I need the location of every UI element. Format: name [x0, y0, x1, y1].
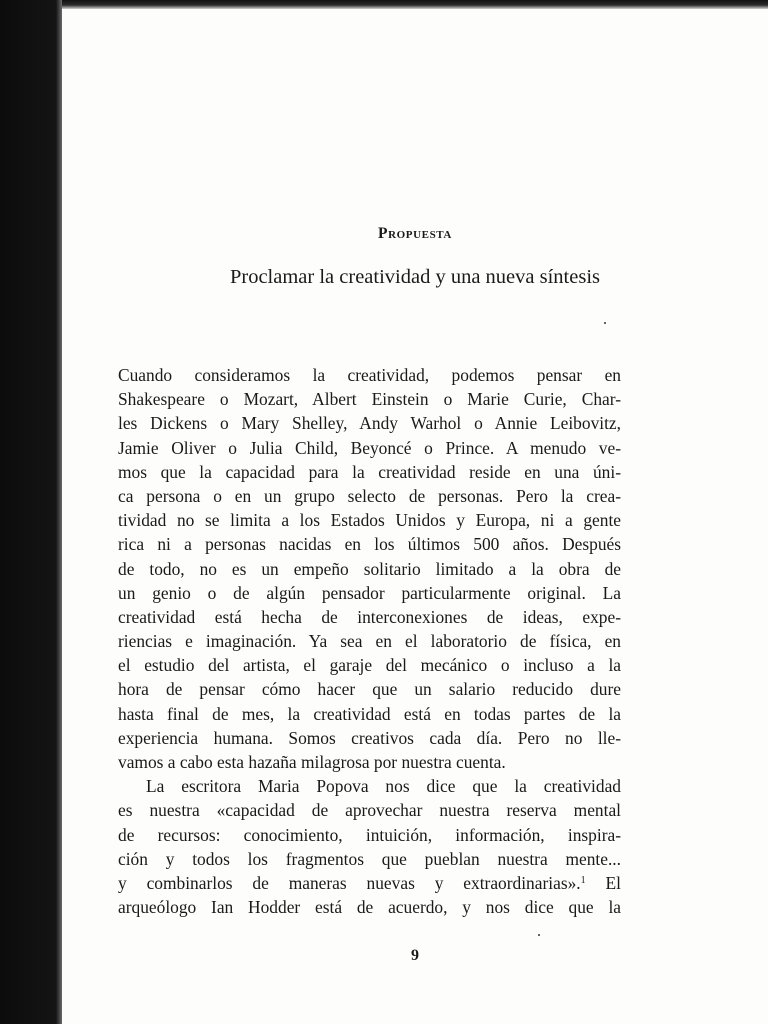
text-line: ción y todos los fragmentos que pueblan nuestra mente... — [118, 848, 621, 869]
text-line: es nuestra «capacidad de aprovechar nuestra reserva mental — [118, 800, 621, 821]
page-number: 9 — [411, 947, 419, 964]
text-line: Jamie Oliver o Julia Child, Beyoncé o Prince. A menudo ve- — [118, 437, 621, 458]
text-line: mos que la capacidad para la creatividad reside en una úni- — [118, 461, 621, 482]
text-line: rica ni a personas nacidas en los últimos 500 años. Después — [118, 534, 621, 555]
text-line: ca persona o en un grupo selecto de personas. Pero la crea- — [118, 485, 621, 506]
body-text — [118, 363, 621, 919]
text-line: les Dickens o Mary Shelley, Andy Warhol o Annie Leibovitz, — [118, 413, 621, 434]
scan-border-left — [0, 0, 62, 1024]
chapter-title: Proclamar la creatividad y una nueva síntesis — [229, 266, 600, 288]
scan-border-top — [62, 0, 768, 9]
text-segment: El — [605, 872, 621, 893]
text-line-with-footnote — [118, 871, 621, 895]
footnote-marker: 1 — [580, 874, 586, 886]
text-line: de todo, no es un empeño solitario limitado a la obra de — [118, 558, 621, 579]
text-line: riencias e imaginación. Ya sea en el laboratorio de física, en — [118, 631, 621, 652]
text-line: vamos a cabo esta hazaña milagrosa por nuestra cuenta. — [118, 752, 506, 772]
text-line: Shakespeare o Mozart, Albert Einstein o Marie Curie, Char- — [118, 389, 621, 410]
text-line: tividad no se limita a los Estados Unidos y Europa, ni a gente — [118, 510, 621, 531]
text-line: experiencia humana. Somos creativos cada día. Pero no lle- — [118, 727, 621, 748]
scan-speck — [604, 322, 606, 324]
text-line: La escritora Maria Popova nos dice que la creatividad — [146, 776, 621, 797]
text-line: hora de pensar cómo hacer que un salario reducido dure — [118, 679, 621, 700]
text-line: un genio o de algún pensador particularmente original. La — [118, 582, 621, 603]
text-line: el estudio del artista, el garaje del mecánico o incluso a la — [118, 655, 621, 676]
text-line: Cuando consideramos la creatividad, podemos pensar en — [118, 365, 621, 385]
text-line: hasta final de mes, la creatividad está en todas partes de la — [118, 703, 621, 724]
text-line: de recursos: conocimiento, intuición, información, inspira- — [118, 824, 621, 845]
text-line: creatividad está hecha de interconexiones de ideas, expe- — [118, 606, 621, 627]
scan-speck — [538, 934, 540, 936]
text-segment: y combinarlos de maneras nuevas y extraordinarias». — [118, 872, 581, 893]
section-label: Propuesta — [378, 225, 452, 242]
text-line: arqueólogo Ian Hodder está de acuerdo, y nos dice que la — [118, 897, 621, 918]
